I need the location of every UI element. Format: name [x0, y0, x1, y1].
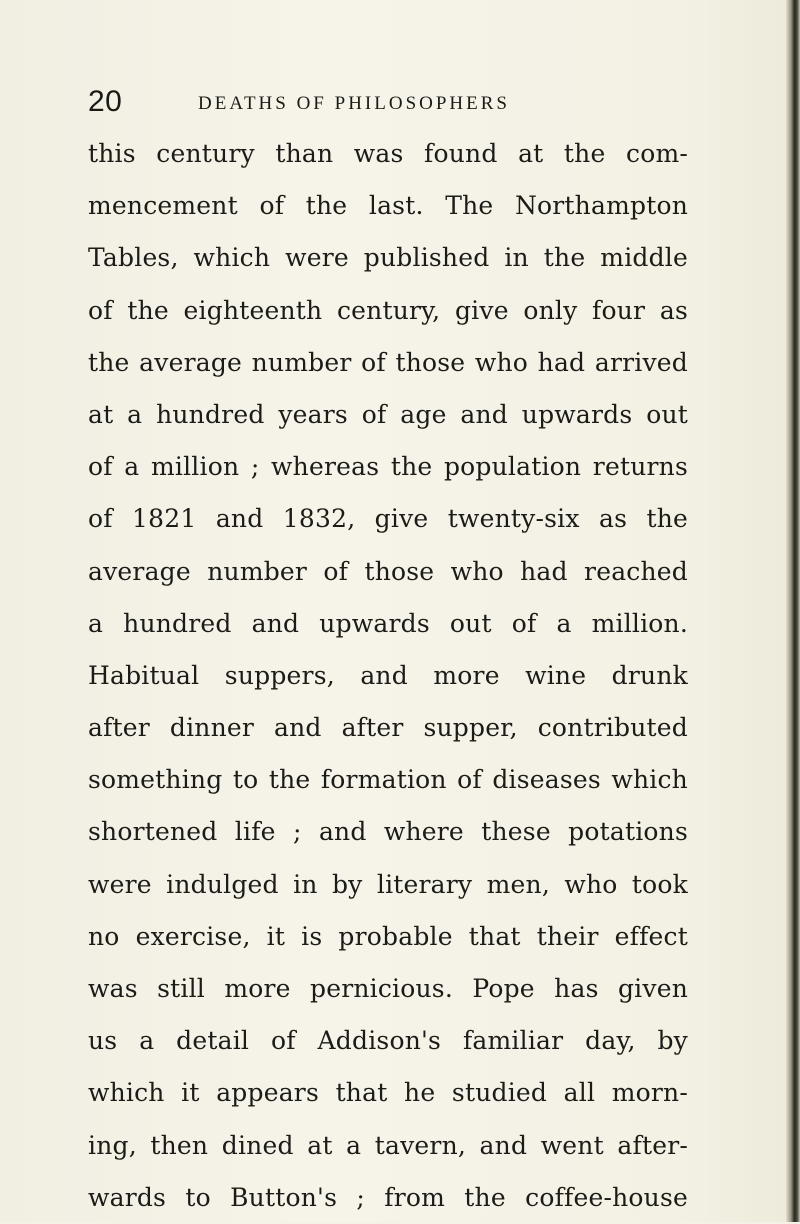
text-line: after dinner and after supper, contributed	[88, 713, 688, 743]
body-text	[88, 128, 688, 1224]
text-line: the average number of those who had arrived	[88, 347, 688, 377]
text-line: Habitual suppers, and more wine drunk	[88, 660, 688, 690]
text-line: of a million ; whereas the population returns	[88, 452, 688, 482]
text-line: a hundred and upwards out of a million.	[88, 608, 688, 638]
text-line: no exercise, it is probable that their effect	[88, 921, 688, 951]
text-line: Tables, which were published in the middle	[88, 243, 688, 273]
text-line: ing, then dined at a tavern, and went after-	[88, 1130, 688, 1160]
text-line: average number of those who had reached	[88, 556, 688, 586]
text-line: were indulged in by literary men, who took	[88, 869, 688, 899]
text-line: which it appears that he studied all morn-	[88, 1078, 688, 1108]
text-line: of the eighteenth century, give only four as	[88, 295, 688, 325]
text-line: of 1821 and 1832, give twenty-six as the	[88, 504, 688, 534]
running-title: DEATHS OF PHILOSOPHERS	[198, 93, 510, 114]
text-line: was still more pernicious. Pope has given	[88, 974, 688, 1003]
page-edge-shadow	[786, 0, 800, 1222]
running-head	[88, 82, 728, 122]
text-line: wards to Button's ; from the coffee-house	[88, 1182, 688, 1212]
text-line: this century than was found at the com-	[88, 139, 688, 168]
page-number: 20	[88, 85, 123, 118]
text-line: at a hundred years of age and upwards out	[88, 399, 688, 429]
text-line: shortened life ; and where these potations	[88, 817, 688, 847]
text-line: mencement of the last. The Northampton	[88, 191, 688, 221]
text-line: us a detail of Addison's familiar day, by	[88, 1026, 688, 1056]
text-line: something to the formation of diseases which	[88, 765, 688, 795]
